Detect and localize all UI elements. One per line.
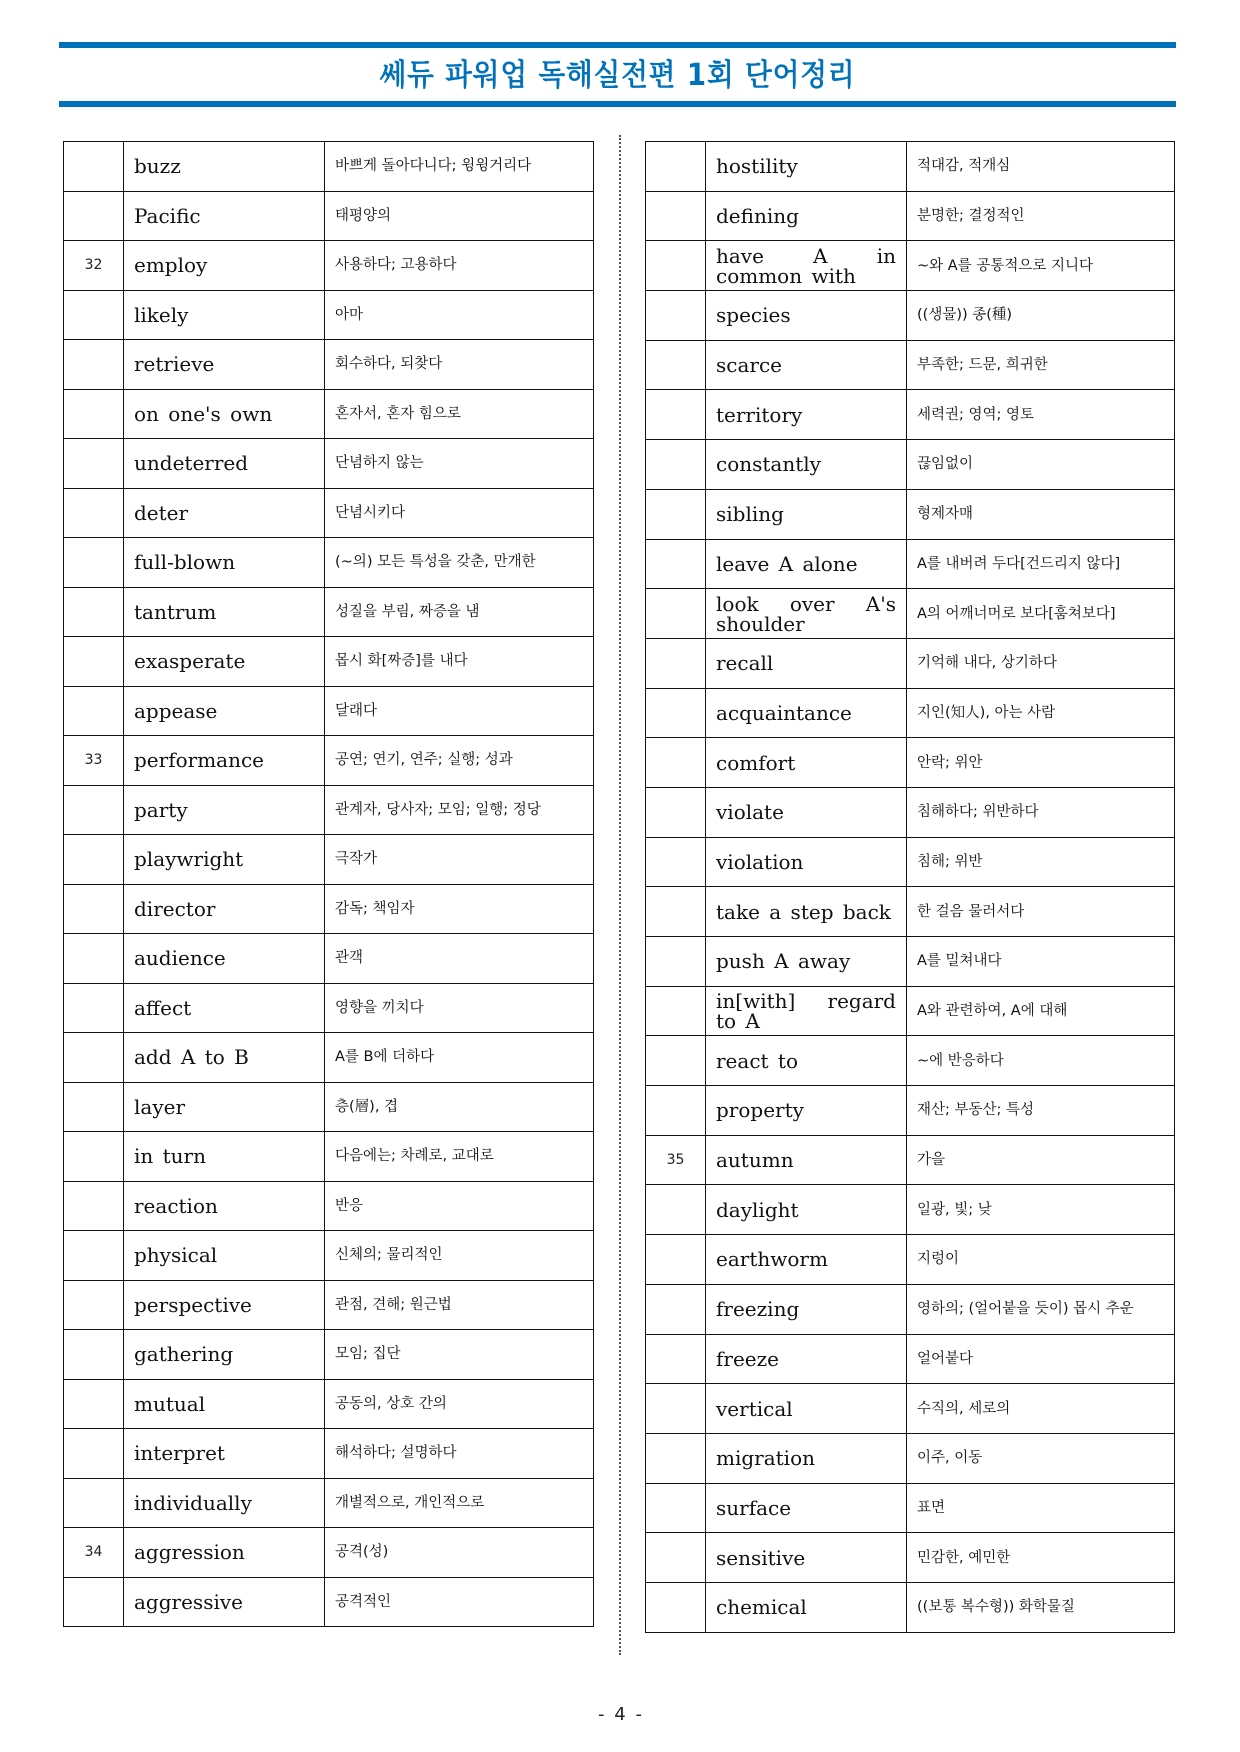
korean-meaning: 영향을 끼치다 (325, 983, 594, 1033)
question-number (64, 1033, 124, 1083)
vocab-row (64, 637, 594, 687)
korean-meaning: 지인(知人), 아는 사람 (907, 688, 1175, 738)
korean-meaning: 아마 (325, 290, 594, 340)
korean-meaning: 표면 (907, 1483, 1175, 1533)
vocab-row (646, 390, 1175, 440)
vocab-row (646, 1433, 1175, 1483)
question-number: 32 (64, 241, 124, 291)
question-number (646, 1433, 706, 1483)
english-word: affect (124, 983, 325, 1033)
vocab-row (64, 538, 594, 588)
vocab-row (64, 587, 594, 637)
vocab-row (64, 736, 594, 786)
question-number (64, 1181, 124, 1231)
vocab-row (64, 1577, 594, 1627)
english-word: Pacific (124, 191, 325, 241)
question-number: 35 (646, 1135, 706, 1185)
question-number (646, 638, 706, 688)
vocab-row (646, 937, 1175, 987)
korean-meaning: 이주, 이동 (907, 1433, 1175, 1483)
english-word: have A in common with (706, 241, 907, 291)
vocab-row (646, 1483, 1175, 1533)
korean-meaning: 사용하다; 고용하다 (325, 241, 594, 291)
question-number (646, 1582, 706, 1632)
english-word: perspective (124, 1280, 325, 1330)
question-number: 33 (64, 736, 124, 786)
english-word: add A to B (124, 1033, 325, 1083)
question-number (64, 538, 124, 588)
english-word: look over A's shoulder (706, 589, 907, 639)
vocab-row (64, 142, 594, 192)
vocab-table-right (645, 141, 1175, 1633)
english-word: vertical (706, 1384, 907, 1434)
question-number (64, 1231, 124, 1281)
question-number (64, 835, 124, 885)
vocab-row (64, 1478, 594, 1528)
english-word: physical (124, 1231, 325, 1281)
vocab-row (64, 1429, 594, 1479)
english-word: territory (706, 390, 907, 440)
question-number (646, 1235, 706, 1285)
english-word: aggressive (124, 1577, 325, 1627)
question-number (646, 390, 706, 440)
english-word: reaction (124, 1181, 325, 1231)
korean-meaning: A를 밀쳐내다 (907, 937, 1175, 987)
vocab-row (646, 1284, 1175, 1334)
vocab-row (64, 884, 594, 934)
korean-meaning: 공격적인 (325, 1577, 594, 1627)
vocab-row (64, 488, 594, 538)
question-number (64, 1379, 124, 1429)
question-number (646, 539, 706, 589)
korean-meaning: 공동의, 상호 간의 (325, 1379, 594, 1429)
vocab-row (64, 1082, 594, 1132)
question-number (64, 785, 124, 835)
english-word: daylight (706, 1185, 907, 1235)
korean-meaning: 가을 (907, 1135, 1175, 1185)
question-number (64, 934, 124, 984)
vocab-row (64, 1528, 594, 1578)
korean-meaning: 모임; 집단 (325, 1330, 594, 1380)
english-word: leave A alone (706, 539, 907, 589)
vocab-row (64, 1379, 594, 1429)
vocab-row (646, 1235, 1175, 1285)
english-word: surface (706, 1483, 907, 1533)
english-word: layer (124, 1082, 325, 1132)
vocab-row (646, 1384, 1175, 1434)
english-word: freeze (706, 1334, 907, 1384)
korean-meaning: 영하의; (얼어붙을 듯이) 몹시 추운 (907, 1284, 1175, 1334)
question-number (646, 1384, 706, 1434)
english-word: property (706, 1086, 907, 1136)
english-word: appease (124, 686, 325, 736)
vocab-row (646, 340, 1175, 390)
question-number (646, 589, 706, 639)
vocab-row (646, 887, 1175, 937)
korean-meaning: 얼어붙다 (907, 1334, 1175, 1384)
korean-meaning: 적대감, 적개심 (907, 142, 1175, 192)
english-word: scarce (706, 340, 907, 390)
question-number (646, 340, 706, 390)
korean-meaning: (~의) 모든 특성을 갖춘, 만개한 (325, 538, 594, 588)
question-number (64, 1478, 124, 1528)
header-bottom-rule (59, 101, 1176, 107)
vocab-row (646, 787, 1175, 837)
vocab-row (64, 686, 594, 736)
korean-meaning: 침해하다; 위반하다 (907, 787, 1175, 837)
question-number (64, 1132, 124, 1182)
english-word: violation (706, 837, 907, 887)
vocab-row (64, 835, 594, 885)
english-word: sensitive (706, 1533, 907, 1583)
vocab-row (646, 1036, 1175, 1086)
question-number (646, 688, 706, 738)
question-number (64, 1280, 124, 1330)
korean-meaning: A를 B에 더하다 (325, 1033, 594, 1083)
question-number (646, 887, 706, 937)
english-word: sibling (706, 489, 907, 539)
english-word: comfort (706, 738, 907, 788)
question-number (64, 439, 124, 489)
question-number (64, 488, 124, 538)
question-number (646, 986, 706, 1036)
english-word: in[with] regard to A (706, 986, 907, 1036)
korean-meaning: 관계자, 당사자; 모임; 일행; 정당 (325, 785, 594, 835)
question-number (646, 937, 706, 987)
question-number (64, 1082, 124, 1132)
english-word: employ (124, 241, 325, 291)
korean-meaning: 수직의, 세로의 (907, 1384, 1175, 1434)
vocab-row (64, 389, 594, 439)
english-word: exasperate (124, 637, 325, 687)
vocab-row (646, 539, 1175, 589)
english-word: earthworm (706, 1235, 907, 1285)
question-number (646, 241, 706, 291)
korean-meaning: 민감한, 예민한 (907, 1533, 1175, 1583)
korean-meaning: 지렁이 (907, 1235, 1175, 1285)
english-word: individually (124, 1478, 325, 1528)
english-word: mutual (124, 1379, 325, 1429)
question-number (64, 686, 124, 736)
korean-meaning: 관객 (325, 934, 594, 984)
korean-meaning: ((생물)) 종(種) (907, 291, 1175, 341)
question-number (646, 1036, 706, 1086)
vocab-row (64, 290, 594, 340)
vocab-row (646, 1334, 1175, 1384)
korean-meaning: 바쁘게 돌아다니다; 윙윙거리다 (325, 142, 594, 192)
english-word: recall (706, 638, 907, 688)
vocab-row (646, 837, 1175, 887)
question-number (646, 489, 706, 539)
vocab-row (64, 1132, 594, 1182)
question-number (646, 191, 706, 241)
vocab-row (64, 1181, 594, 1231)
english-word: aggression (124, 1528, 325, 1578)
question-number (646, 1086, 706, 1136)
vocab-row (646, 986, 1175, 1036)
korean-meaning: 기억해 내다, 상기하다 (907, 638, 1175, 688)
question-number (64, 340, 124, 390)
korean-meaning: 층(層), 겹 (325, 1082, 594, 1132)
vocab-row (64, 785, 594, 835)
english-word: director (124, 884, 325, 934)
vocab-row (64, 983, 594, 1033)
vocab-row (646, 589, 1175, 639)
question-number (64, 637, 124, 687)
vocab-row (646, 638, 1175, 688)
vocab-row (646, 738, 1175, 788)
question-number: 34 (64, 1528, 124, 1578)
vocab-row (646, 1533, 1175, 1583)
korean-meaning: ~와 A를 공통적으로 지니다 (907, 241, 1175, 291)
page-number: - 4 - (598, 1704, 642, 1725)
vocab-row (646, 1086, 1175, 1136)
korean-meaning: 신체의; 물리적인 (325, 1231, 594, 1281)
question-number (64, 1429, 124, 1479)
vocab-table-left (63, 141, 594, 1627)
question-number (646, 1483, 706, 1533)
question-number (64, 290, 124, 340)
english-word: undeterred (124, 439, 325, 489)
question-number (646, 787, 706, 837)
korean-meaning: 일광, 빛; 낮 (907, 1185, 1175, 1235)
english-word: push A away (706, 937, 907, 987)
english-word: chemical (706, 1582, 907, 1632)
korean-meaning: A를 내버려 두다[건드리지 않다] (907, 539, 1175, 589)
korean-meaning: 재산; 부동산; 특성 (907, 1086, 1175, 1136)
korean-meaning: 달래다 (325, 686, 594, 736)
column-divider (619, 135, 621, 1655)
page-title: 쎄듀 파워업 독해실전편 1회 단어정리 (379, 58, 856, 93)
english-word: constantly (706, 440, 907, 490)
vocab-row (64, 934, 594, 984)
question-number (64, 389, 124, 439)
english-word: hostility (706, 142, 907, 192)
english-word: playwright (124, 835, 325, 885)
vocab-row (646, 291, 1175, 341)
korean-meaning: 몹시 화[짜증]를 내다 (325, 637, 594, 687)
vocab-row (64, 439, 594, 489)
korean-meaning: 형제자매 (907, 489, 1175, 539)
korean-meaning: 끊임없이 (907, 440, 1175, 490)
korean-meaning: 단념시키다 (325, 488, 594, 538)
vocab-row (64, 1280, 594, 1330)
english-word: party (124, 785, 325, 835)
english-word: react to (706, 1036, 907, 1086)
question-number (64, 1330, 124, 1380)
question-number (646, 1533, 706, 1583)
english-word: tantrum (124, 587, 325, 637)
question-number (64, 142, 124, 192)
english-word: autumn (706, 1135, 907, 1185)
korean-meaning: 개별적으로, 개인적으로 (325, 1478, 594, 1528)
vocab-row (646, 1582, 1175, 1632)
header-top-rule (59, 42, 1176, 48)
english-word: on one's own (124, 389, 325, 439)
vocab-row (646, 142, 1175, 192)
english-word: in turn (124, 1132, 325, 1182)
vocab-row (64, 241, 594, 291)
question-number (646, 291, 706, 341)
english-word: audience (124, 934, 325, 984)
korean-meaning: A와 관련하여, A에 대해 (907, 986, 1175, 1036)
vocab-row (64, 191, 594, 241)
vocab-row (646, 688, 1175, 738)
question-number (646, 440, 706, 490)
vocab-row (646, 1135, 1175, 1185)
vocab-row (646, 489, 1175, 539)
question-number (64, 1577, 124, 1627)
english-word: deter (124, 488, 325, 538)
english-word: gathering (124, 1330, 325, 1380)
korean-meaning: ~에 반응하다 (907, 1036, 1175, 1086)
vocab-row (64, 340, 594, 390)
english-word: defining (706, 191, 907, 241)
korean-meaning: 반응 (325, 1181, 594, 1231)
english-word: freezing (706, 1284, 907, 1334)
vocab-row (646, 440, 1175, 490)
korean-meaning: 공격(성) (325, 1528, 594, 1578)
korean-meaning: 태평양의 (325, 191, 594, 241)
korean-meaning: 혼자서, 혼자 힘으로 (325, 389, 594, 439)
question-number (646, 1185, 706, 1235)
question-number (64, 884, 124, 934)
korean-meaning: ((보통 복수형)) 화학물질 (907, 1582, 1175, 1632)
korean-meaning: 성질을 부림, 짜증을 냄 (325, 587, 594, 637)
korean-meaning: 침해; 위반 (907, 837, 1175, 887)
korean-meaning: 분명한; 결정적인 (907, 191, 1175, 241)
vocab-row (646, 1185, 1175, 1235)
korean-meaning: 감독; 책임자 (325, 884, 594, 934)
korean-meaning: 공연; 연기, 연주; 실행; 성과 (325, 736, 594, 786)
question-number (646, 738, 706, 788)
korean-meaning: 관점, 견해; 원근법 (325, 1280, 594, 1330)
korean-meaning: 극작가 (325, 835, 594, 885)
question-number (646, 837, 706, 887)
english-word: likely (124, 290, 325, 340)
korean-meaning: 해석하다; 설명하다 (325, 1429, 594, 1479)
vocab-row (646, 191, 1175, 241)
english-word: acquaintance (706, 688, 907, 738)
korean-meaning: 단념하지 않는 (325, 439, 594, 489)
vocab-row (64, 1330, 594, 1380)
korean-meaning: 회수하다, 되찾다 (325, 340, 594, 390)
vocab-row (64, 1033, 594, 1083)
english-word: retrieve (124, 340, 325, 390)
korean-meaning: 다음에는; 차례로, 교대로 (325, 1132, 594, 1182)
question-number (64, 983, 124, 1033)
question-number (646, 1334, 706, 1384)
question-number (64, 587, 124, 637)
english-word: migration (706, 1433, 907, 1483)
korean-meaning: 부족한; 드문, 희귀한 (907, 340, 1175, 390)
question-number (646, 1284, 706, 1334)
korean-meaning: 세력권; 영역; 영토 (907, 390, 1175, 440)
korean-meaning: 한 걸음 물러서다 (907, 887, 1175, 937)
question-number (64, 191, 124, 241)
korean-meaning: 안락; 위안 (907, 738, 1175, 788)
english-word: performance (124, 736, 325, 786)
vocab-row (64, 1231, 594, 1281)
korean-meaning: A의 어깨너머로 보다[훔쳐보다] (907, 589, 1175, 639)
english-word: full-blown (124, 538, 325, 588)
english-word: buzz (124, 142, 325, 192)
vocab-row (646, 241, 1175, 291)
english-word: species (706, 291, 907, 341)
english-word: take a step back (706, 887, 907, 937)
english-word: interpret (124, 1429, 325, 1479)
english-word: violate (706, 787, 907, 837)
question-number (646, 142, 706, 192)
